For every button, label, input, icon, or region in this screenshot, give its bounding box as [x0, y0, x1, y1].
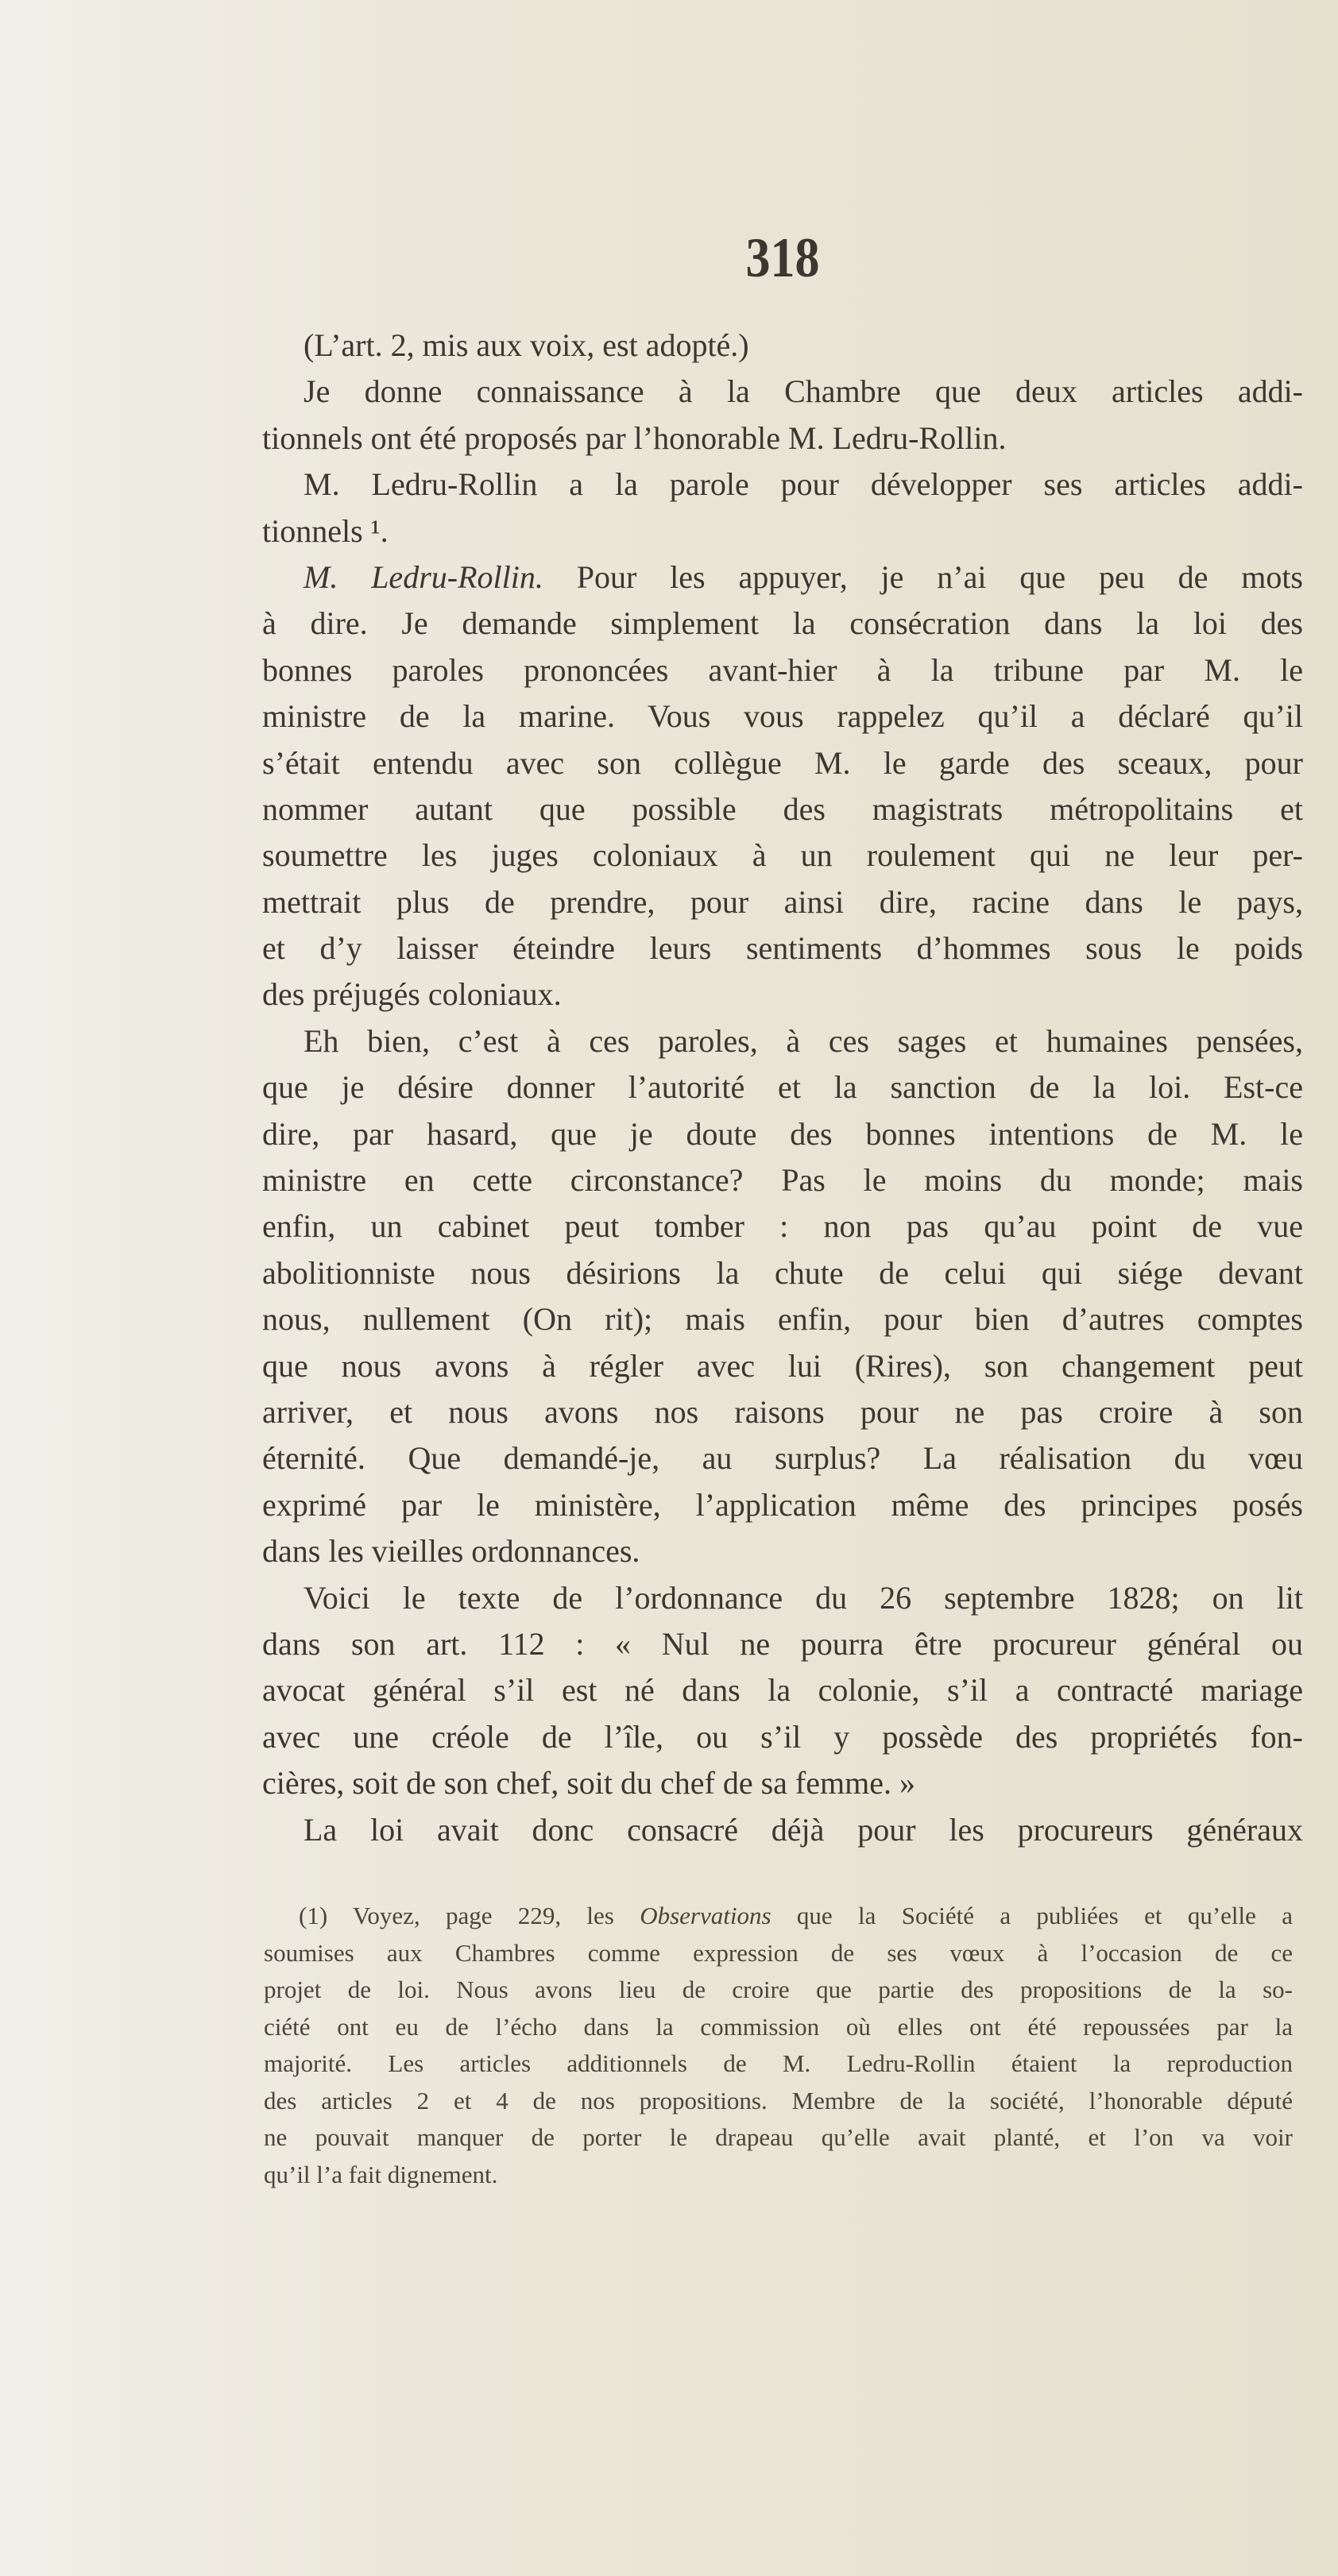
text-line [262, 415, 1303, 462]
text-span: tionnels ont été proposés par l’honorable M. Ledru-Rollin. [262, 419, 1007, 456]
text-span: ciété ont eu de l’écho dans la commission où elles ont été repoussées par la [264, 2012, 1293, 2041]
text-span: ne pouvait manquer de porter le drapeau qu’elle avait planté, et l’on va voir [264, 2123, 1293, 2151]
text-span: avocat général s’il est né dans la colonie, s’il a contracté mariage [262, 1672, 1303, 1709]
body-text [262, 322, 1303, 1853]
text-span: des articles 2 et 4 de nos propositions. Membre de la société, l’honorable député [264, 2086, 1293, 2114]
text-span: s’était entendu avec son collègue M. le garde des sceaux, pour [262, 744, 1303, 781]
text-span: projet de loi. Nous avons lieu de croire que partie des propositions de la so- [264, 1975, 1293, 2003]
text-line [262, 1760, 1303, 1806]
text-span: soumises aux Chambres comme expression de ses vœux à l’occasion de ce [264, 1938, 1293, 1967]
text-line [262, 1621, 1303, 1667]
text-line [262, 1018, 1303, 1064]
text-span: dire, par hasard, que je doute des bonnes intentions de M. le [262, 1115, 1303, 1152]
text-span: nous, nullement (On rit); mais enfin, pour bien d’autres comptes [262, 1301, 1303, 1338]
text-span: Eh bien, c’est à ces paroles, à ces sages et humaines pensées, [304, 1022, 1303, 1059]
text-span: qu’il l’a fait dignement. [264, 2160, 498, 2188]
text-line [262, 369, 1303, 415]
text-span: (1) Voyez, page 229, les [299, 1902, 640, 1929]
text-line [262, 925, 1303, 971]
text-span: cières, soit de son chef, soit du chef de sa femme. » [262, 1765, 915, 1802]
text-span: et d’y laisser éteindre leurs sentiments d’hommes sous le poids [262, 930, 1303, 967]
text-line [262, 322, 1303, 369]
text-line [262, 1389, 1303, 1435]
text-span: abolitionniste nous désirions la chute de celui qui siége devant [262, 1254, 1303, 1291]
text-line [262, 1575, 1303, 1621]
text-line [262, 1064, 1303, 1110]
text-span: bonnes paroles prononcées avant-hier à la tribune par M. le [262, 651, 1303, 688]
text-line [262, 740, 1303, 786]
footnote-line [264, 2009, 1293, 2046]
text-span: nommer autant que possible des magistrats métropolitains et [262, 790, 1303, 827]
text-line [262, 1435, 1303, 1481]
text-line [262, 1343, 1303, 1389]
text-line [262, 832, 1303, 879]
text-line [262, 554, 1303, 601]
text-span: ministre de la marine. Vous vous rappelez qu’il a déclaré qu’il [262, 698, 1303, 735]
text-line [262, 1807, 1303, 1853]
text-line [262, 1157, 1303, 1203]
text-span: des préjugés coloniaux. [262, 976, 562, 1013]
text-span: mettrait plus de prendre, pour ainsi dire, racine dans le pays, [262, 883, 1303, 920]
text-line [262, 1111, 1303, 1157]
text-span: que nous avons à régler avec lui (Rires), son changement peut [262, 1347, 1303, 1384]
text-line [262, 971, 1303, 1018]
text-span: Voici le texte de l’ordonnance du 26 septembre 1828; on lit [304, 1579, 1303, 1616]
text-line [262, 1482, 1303, 1528]
text-span: que je désire donner l’autorité et la sanction de la loi. Est-ce [262, 1069, 1303, 1106]
text-line [262, 1250, 1303, 1296]
text-line [262, 1667, 1303, 1713]
text-span: dans les vieilles ordonnances. [262, 1533, 640, 1570]
text-line [262, 1296, 1303, 1342]
text-line [262, 1714, 1303, 1760]
text-span: tionnels ¹. [262, 512, 389, 549]
text-span: éternité. Que demandé-je, au surplus? La réalisation du vœu [262, 1440, 1303, 1477]
italic-text: Observations [640, 1902, 771, 1929]
text-line [262, 1203, 1303, 1249]
text-line [262, 786, 1303, 832]
footnote-line [264, 1972, 1293, 2009]
text-span: enfin, un cabinet peut tomber : non pas qu’au point de vue [262, 1208, 1303, 1245]
text-line [262, 879, 1303, 925]
text-span: ministre en cette circonstance? Pas le moins du monde; mais [262, 1162, 1303, 1199]
footnote-line [264, 2045, 1293, 2083]
text-span: à dire. Je demande simplement la consécration dans la loi des [262, 605, 1303, 642]
text-span: Pour les appuyer, je n’ai que peu de mots [543, 558, 1303, 595]
footnote-line [264, 1935, 1293, 1972]
italic-text: M. Ledru-Rollin. [304, 558, 543, 595]
text-line [262, 462, 1303, 508]
page-number: 318 [745, 226, 820, 290]
text-span: exprimé par le ministère, l’application même des principes posés [262, 1486, 1303, 1523]
text-line [262, 508, 1303, 554]
text-span: que la Société a publiées et qu’elle a [771, 1902, 1293, 1929]
footnote-line [264, 2119, 1293, 2157]
text-span: soumettre les juges coloniaux à un roulement qui ne leur per- [262, 837, 1303, 874]
text-line [262, 1528, 1303, 1574]
footnote-line [264, 2157, 1293, 2194]
text-line [262, 601, 1303, 647]
text-span: arriver, et nous avons nos raisons pour ne pas croire à son [262, 1393, 1303, 1430]
text-span: (L’art. 2, mis aux voix, est adopté.) [304, 327, 749, 363]
text-span: majorité. Les articles additionnels de M. Ledru-Rollin étaient la reproduction [264, 2049, 1293, 2077]
footnote-line [264, 1898, 1293, 1935]
footnote [264, 1898, 1293, 2193]
text-span: Je donne connaissance à la Chambre que deux articles addi- [304, 373, 1303, 410]
text-span: M. Ledru-Rollin a la parole pour développer ses articles addi- [304, 466, 1303, 503]
text-span: La loi avait donc consacré déjà pour les procureurs généraux [304, 1811, 1303, 1848]
footnote-line [264, 2083, 1293, 2120]
text-line [262, 693, 1303, 740]
text-span: dans son art. 112 : « Nul ne pourra être procureur général ou [262, 1625, 1303, 1662]
text-span: avec une créole de l’île, ou s’il y possède des propriétés fon- [262, 1718, 1303, 1755]
text-line [262, 647, 1303, 693]
